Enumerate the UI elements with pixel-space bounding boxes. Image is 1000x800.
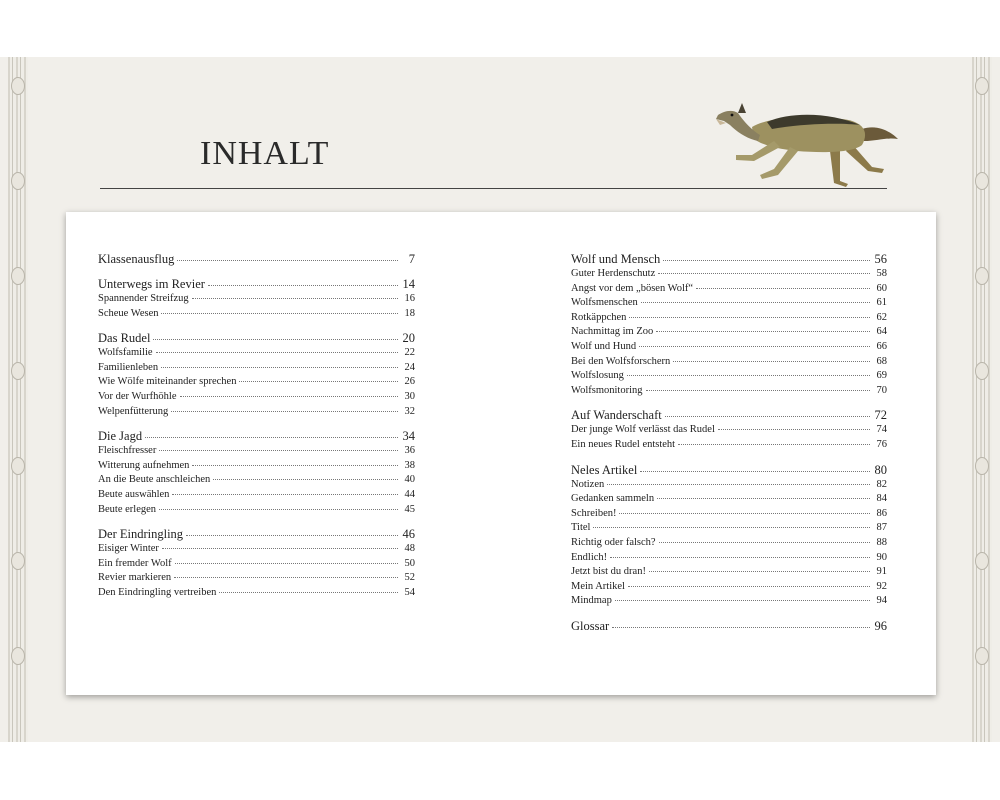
toc-group xyxy=(98,331,415,419)
toc-entry-label: Wolfsmenschen xyxy=(571,297,638,309)
toc-page-number: 61 xyxy=(876,297,887,309)
dot-leader xyxy=(145,437,398,438)
dot-leader xyxy=(156,352,398,353)
toc-subentry[interactable] xyxy=(571,580,887,595)
ornament-knot xyxy=(975,362,989,380)
dot-leader xyxy=(649,571,870,572)
ornament-knot xyxy=(975,267,989,285)
toc-entry-label: Den Eindringling vertreiben xyxy=(98,586,217,598)
toc-group xyxy=(98,252,415,267)
toc-chapter-entry[interactable] xyxy=(98,252,415,267)
toc-subentry[interactable] xyxy=(98,292,415,307)
toc-page-number: 74 xyxy=(876,424,887,436)
toc-page-number: 30 xyxy=(404,390,415,402)
toc-page-number: 70 xyxy=(876,384,887,396)
toc-entry-label: Scheue Wesen xyxy=(98,307,159,319)
toc-entry-label: Wolfslosung xyxy=(571,370,624,382)
toc-page-number: 60 xyxy=(876,282,887,294)
toc-entry-label: Endlich! xyxy=(571,551,608,563)
toc-page-number: 68 xyxy=(876,355,887,367)
toc-page-number: 48 xyxy=(404,543,415,555)
ornament-knot xyxy=(11,647,25,665)
toc-page-number: 20 xyxy=(402,331,415,346)
toc-page-number: 72 xyxy=(874,408,887,423)
toc-chapter-entry[interactable] xyxy=(571,463,887,478)
toc-page-number: 14 xyxy=(402,277,415,291)
toc-subentry[interactable] xyxy=(571,507,887,522)
toc-page-number: 7 xyxy=(408,252,415,266)
toc-page-number: 76 xyxy=(876,438,887,450)
toc-page-number: 50 xyxy=(404,557,415,569)
toc-subentry[interactable] xyxy=(98,586,415,601)
toc-entry-label: Welpenfütterung xyxy=(98,405,169,417)
toc-group xyxy=(571,463,887,609)
toc-entry-label: Notizen xyxy=(571,478,605,490)
toc-subentry[interactable] xyxy=(571,282,887,297)
dot-leader xyxy=(629,317,870,318)
toc-subentry[interactable] xyxy=(571,594,887,609)
toc-entry-label: Auf Wanderschaft xyxy=(571,408,662,423)
page-title: INHALT xyxy=(200,135,330,172)
toc-page-number: 38 xyxy=(404,459,415,471)
toc-entry-label: Revier markieren xyxy=(98,572,172,584)
dot-leader xyxy=(177,260,398,261)
toc-group xyxy=(98,429,415,517)
toc-entry-label: Schreiben! xyxy=(571,507,617,519)
toc-page-number: 18 xyxy=(404,307,415,319)
dot-leader xyxy=(192,465,398,466)
toc-subentry[interactable] xyxy=(571,325,887,340)
toc-entry-label: Witterung aufnehmen xyxy=(98,459,190,471)
dot-leader xyxy=(159,450,398,451)
dot-leader xyxy=(161,367,398,368)
toc-entry-label: Bei den Wolfsforschern xyxy=(571,355,671,367)
toc-page-number: 94 xyxy=(876,595,887,607)
dot-leader xyxy=(663,260,870,261)
toc-entry-label: Die Jagd xyxy=(98,429,143,444)
toc-entry-label: Wolf und Hund xyxy=(571,340,637,352)
title-divider xyxy=(100,188,887,189)
toc-page-number: 69 xyxy=(876,370,887,382)
toc-entry-label: Das Rudel xyxy=(98,331,151,346)
toc-subentry[interactable] xyxy=(571,267,887,282)
toc-entry-label: Vor der Wurfhöhle xyxy=(98,390,177,402)
toc-entry-label: Mindmap xyxy=(571,595,612,607)
toc-page-number: 58 xyxy=(876,268,887,279)
ornament-knot xyxy=(11,457,25,475)
toc-entry-label: Ein fremder Wolf xyxy=(98,557,172,569)
dot-leader xyxy=(640,471,870,472)
toc-page-number: 90 xyxy=(876,551,887,563)
toc-chapter-entry[interactable] xyxy=(98,527,415,542)
toc-subentry[interactable] xyxy=(571,296,887,311)
dot-leader xyxy=(665,416,870,417)
toc-entry-label: Guter Herdenschutz xyxy=(571,268,656,279)
toc-page-number: 66 xyxy=(876,340,887,352)
toc-page-number: 52 xyxy=(404,572,415,584)
toc-subentry[interactable] xyxy=(571,492,887,507)
toc-subentry[interactable] xyxy=(571,355,887,370)
toc-page-number: 34 xyxy=(402,429,415,444)
ornament-knot xyxy=(975,77,989,95)
toc-entry-label: Unterwegs im Revier xyxy=(98,277,205,291)
toc-page-number: 86 xyxy=(876,507,887,519)
ornament-knot xyxy=(11,552,25,570)
dot-leader xyxy=(239,381,398,382)
toc-page-number: 96 xyxy=(874,618,887,633)
dot-leader xyxy=(607,484,870,485)
dot-leader xyxy=(718,429,870,430)
toc-chapter-entry[interactable] xyxy=(571,619,887,634)
toc-page-number: 24 xyxy=(404,361,415,373)
toc-page-number: 46 xyxy=(402,527,415,542)
dot-leader xyxy=(192,298,398,299)
dot-leader xyxy=(159,509,398,510)
ornament-knot xyxy=(11,77,25,95)
toc-column-left xyxy=(98,252,415,611)
ornament-knot xyxy=(11,362,25,380)
toc-entry-label: Angst vor dem „bösen Wolf“ xyxy=(571,282,694,294)
toc-subentry[interactable] xyxy=(98,557,415,572)
toc-entry-label: An die Beute anschleichen xyxy=(98,474,211,486)
dot-leader xyxy=(162,548,398,549)
toc-subentry[interactable] xyxy=(571,551,887,566)
toc-page-number: 22 xyxy=(404,347,415,359)
ornament-knot xyxy=(975,172,989,190)
dot-leader xyxy=(628,586,870,587)
dot-leader xyxy=(619,513,870,514)
dot-leader xyxy=(615,600,870,601)
toc-subentry[interactable] xyxy=(571,438,887,453)
toc-subentry[interactable] xyxy=(571,536,887,551)
ornament-knot xyxy=(975,457,989,475)
toc-subentry[interactable] xyxy=(98,405,415,420)
toc-page-number: 62 xyxy=(876,311,887,323)
toc-entry-label: Spannender Streifzug xyxy=(98,293,189,304)
toc-chapter-entry[interactable] xyxy=(98,429,415,444)
dot-leader xyxy=(186,535,398,536)
toc-page-number: 87 xyxy=(876,522,887,534)
dot-leader xyxy=(213,479,398,480)
ornament-knot xyxy=(975,552,989,570)
toc-column-right xyxy=(571,252,887,644)
dot-leader xyxy=(593,527,870,528)
book-page xyxy=(0,57,1000,742)
toc-entry-label: Gedanken sammeln xyxy=(571,493,655,505)
toc-subentry[interactable] xyxy=(98,361,415,376)
dot-leader xyxy=(696,288,870,289)
toc-group xyxy=(571,252,887,398)
dot-leader xyxy=(612,627,870,628)
toc-chapter-entry[interactable] xyxy=(571,252,887,267)
running-wolf-icon xyxy=(712,89,902,189)
toc-entry-label: Neles Artikel xyxy=(571,462,638,477)
toc-subentry[interactable] xyxy=(98,542,415,557)
dot-leader xyxy=(172,494,398,495)
toc-entry-label: Jetzt bist du dran! xyxy=(571,566,646,578)
dot-leader xyxy=(161,313,398,314)
dot-leader xyxy=(208,285,398,286)
toc-subentry[interactable] xyxy=(571,521,887,536)
toc-page-number: 56 xyxy=(874,252,887,266)
dot-leader xyxy=(659,542,870,543)
toc-group xyxy=(571,619,887,634)
ornament-knot xyxy=(11,267,25,285)
toc-entry-label: Rotkäppchen xyxy=(571,311,627,323)
toc-group xyxy=(571,408,887,452)
dot-leader xyxy=(678,444,870,445)
toc-card xyxy=(66,212,936,695)
dot-leader xyxy=(171,411,398,412)
toc-entry-label: Richtig oder falsch? xyxy=(571,536,656,548)
dot-leader xyxy=(641,302,870,303)
toc-entry-label: Glossar xyxy=(571,618,610,633)
dot-leader xyxy=(175,563,398,564)
toc-entry-label: Der junge Wolf verlässt das Rudel xyxy=(571,424,715,436)
toc-subentry[interactable] xyxy=(571,311,887,326)
toc-page-number: 84 xyxy=(876,493,887,505)
toc-entry-label: Beute auswählen xyxy=(98,488,170,500)
toc-subentry[interactable] xyxy=(571,369,887,384)
toc-subentry[interactable] xyxy=(571,565,887,580)
toc-entry-label: Familienleben xyxy=(98,361,159,373)
dot-leader xyxy=(639,346,870,347)
toc-chapter-entry[interactable] xyxy=(98,277,415,292)
toc-subentry[interactable] xyxy=(98,346,415,361)
dot-leader xyxy=(657,498,870,499)
toc-entry-label: Ein neues Rudel entsteht xyxy=(571,438,676,450)
toc-entry-label: Der Eindringling xyxy=(98,527,184,542)
toc-entry-label: Wolfsfamilie xyxy=(98,347,153,359)
dot-leader xyxy=(658,273,870,274)
toc-subentry[interactable] xyxy=(571,423,887,438)
toc-page-number: 16 xyxy=(404,293,415,304)
toc-chapter-entry[interactable] xyxy=(98,331,415,346)
right-ornament-border xyxy=(972,57,992,742)
toc-page-number: 88 xyxy=(876,536,887,548)
dot-leader xyxy=(180,396,398,397)
toc-page-number: 26 xyxy=(404,376,415,388)
toc-page-number: 32 xyxy=(404,405,415,417)
toc-subentry[interactable] xyxy=(98,375,415,390)
toc-group xyxy=(98,277,415,321)
toc-page-number: 36 xyxy=(404,445,415,457)
dot-leader xyxy=(673,361,870,362)
toc-subentry[interactable] xyxy=(98,459,415,474)
toc-entry-label: Fleischfresser xyxy=(98,445,157,457)
toc-subentry[interactable] xyxy=(98,571,415,586)
dot-leader xyxy=(153,339,398,340)
dot-leader xyxy=(174,577,398,578)
toc-subentry[interactable] xyxy=(98,307,415,322)
dot-leader xyxy=(646,390,871,391)
toc-entry-label: Nachmittag im Zoo xyxy=(571,326,654,338)
toc-subentry[interactable] xyxy=(98,444,415,459)
dot-leader xyxy=(219,592,398,593)
toc-entry-label: Mein Artikel xyxy=(571,580,625,592)
toc-subentry[interactable] xyxy=(571,384,887,399)
dot-leader xyxy=(610,557,870,558)
toc-chapter-entry[interactable] xyxy=(571,408,887,423)
toc-entry-label: Wolf und Mensch xyxy=(571,252,661,266)
toc-entry-label: Beute erlegen xyxy=(98,503,157,515)
toc-page-number: 92 xyxy=(876,580,887,592)
toc-subentry[interactable] xyxy=(98,390,415,405)
toc-page-number: 54 xyxy=(404,586,415,598)
toc-subentry[interactable] xyxy=(571,478,887,493)
toc-subentry[interactable] xyxy=(98,473,415,488)
toc-entry-label: Klassenausflug xyxy=(98,252,175,266)
toc-page-number: 80 xyxy=(874,462,887,477)
toc-entry-label: Wie Wölfe miteinander sprechen xyxy=(98,376,237,388)
toc-page-number: 82 xyxy=(876,478,887,490)
dot-leader xyxy=(627,375,870,376)
ornament-knot xyxy=(975,647,989,665)
toc-page-number: 45 xyxy=(404,503,415,515)
ornament-knot xyxy=(11,172,25,190)
left-ornament-border xyxy=(8,57,28,742)
toc-entry-label: Wolfsmonitoring xyxy=(571,384,643,396)
toc-subentry[interactable] xyxy=(98,503,415,518)
toc-entry-label: Eisiger Winter xyxy=(98,543,159,555)
toc-entry-label: Titel xyxy=(571,522,591,534)
toc-page-number: 91 xyxy=(876,566,887,578)
toc-page-number: 40 xyxy=(404,474,415,486)
toc-group xyxy=(98,527,415,600)
dot-leader xyxy=(656,331,870,332)
toc-page-number: 64 xyxy=(876,326,887,338)
toc-subentry[interactable] xyxy=(98,488,415,503)
toc-page-number: 44 xyxy=(404,488,415,500)
toc-subentry[interactable] xyxy=(571,340,887,355)
